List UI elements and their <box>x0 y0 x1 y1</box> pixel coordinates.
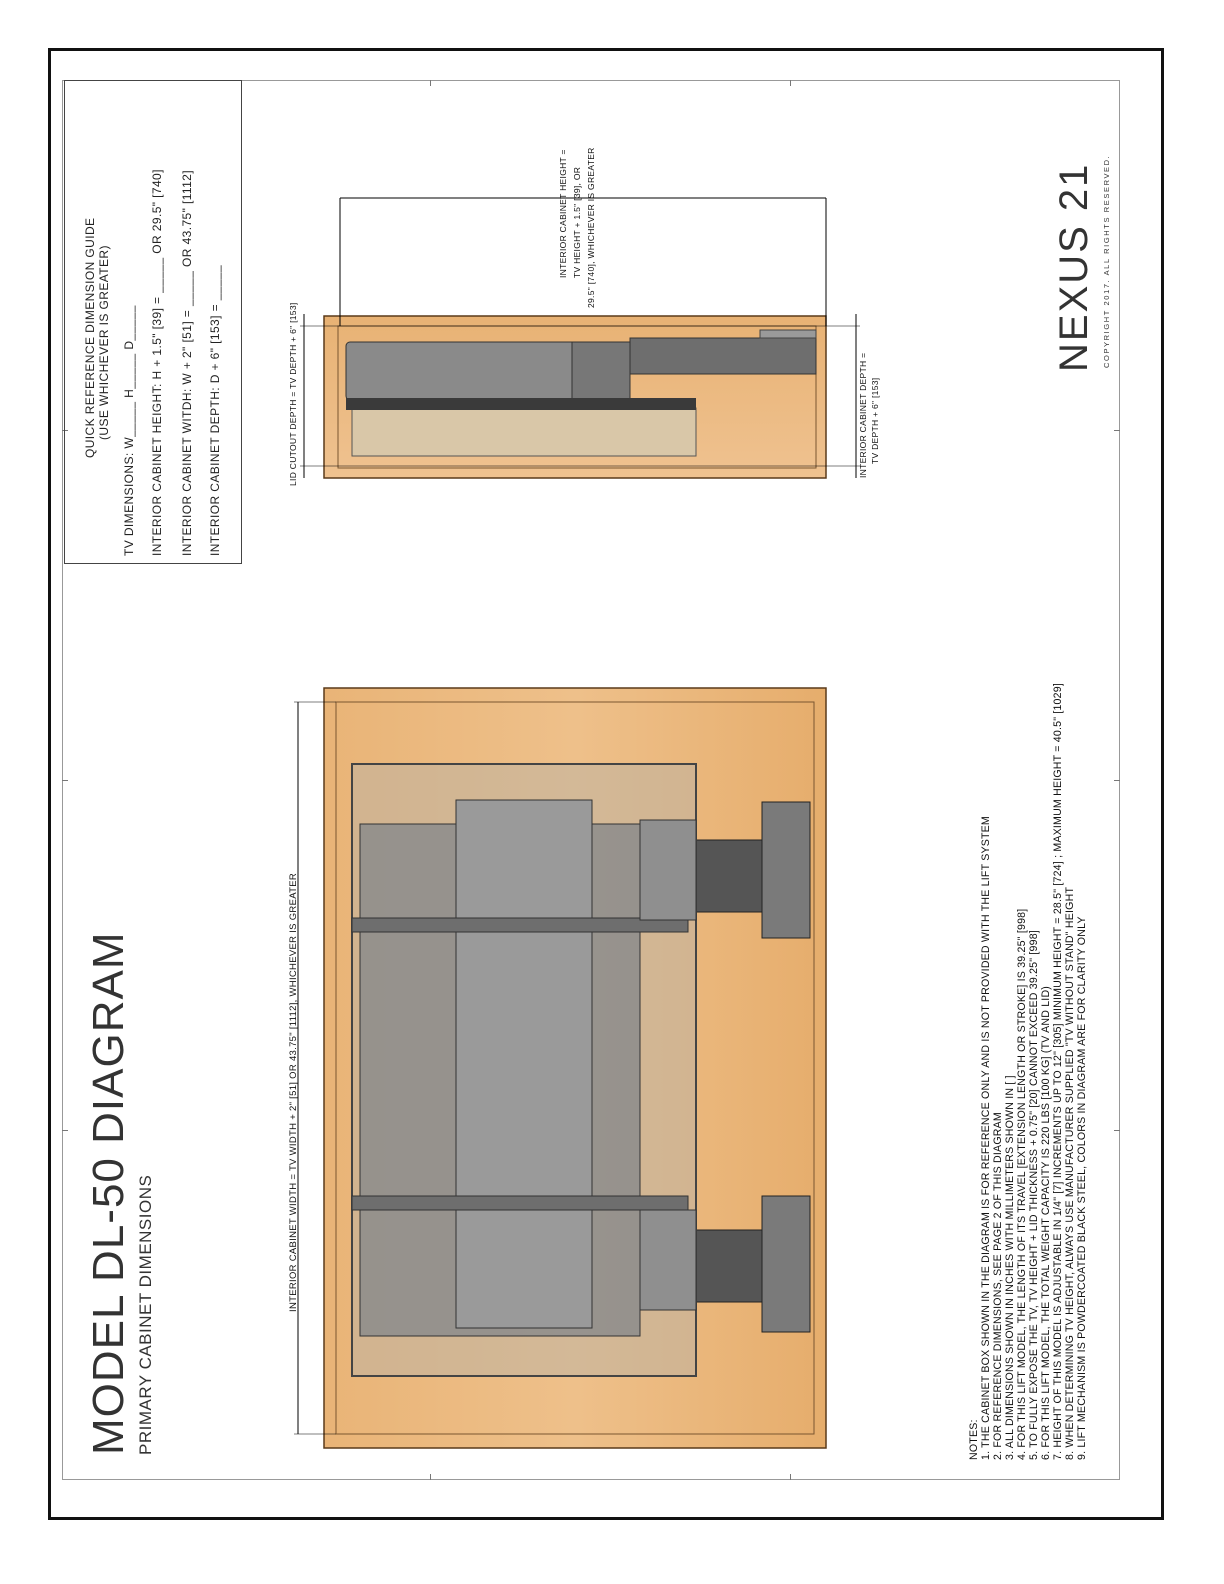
side-bracket <box>640 1210 696 1310</box>
note-4: 4. FOR THIS LIFT MODEL, THE LENGTH OF ITS TRAVEL [EXTENSION LENGTH OR STROKE] IS 39.25" [998] <box>1016 908 1028 1460</box>
depth-label-line1: INTERIOR CABINET DEPTH = <box>858 352 868 478</box>
quick-ref-cabinet-depth: INTERIOR CABINET DEPTH: D + 6" [153] = _____ <box>208 264 222 556</box>
quick-ref-heading-note: (USE WHICHEVER IS GREATER) <box>97 245 111 440</box>
lift-foot <box>762 802 810 938</box>
note-8: 8. WHEN DETERMINING TV HEIGHT, ALWAYS USE MANUFACTURER SUPPLIED "TV WITHOUT STAND" HEIGHT <box>1064 886 1076 1460</box>
note-6: 6. FOR THIS LIFT MODEL, THE TOTAL WEIGHT CAPACITY IS 220 LBS [100 KG] (TV AND LID) <box>1040 985 1052 1460</box>
notes-heading: NOTES: <box>968 1419 980 1460</box>
note-5: 5. TO FULLY EXPOSE THE TV, TV HEIGHT + LID THICKNESS + 0.75" [20] CANNOT EXCEED 39.25" [998] <box>1028 930 1040 1460</box>
lift-rail-cap <box>760 330 816 338</box>
side-view-cabinet <box>324 316 826 478</box>
quick-ref-heading: QUICK REFERENCE DIMENSION GUIDE <box>83 217 97 458</box>
note-7: 7. HEIGHT OF THIS MODEL IS ADJUSTABLE IN 1/4" [7] INCREMENTS UP TO 12" [305] MINIMUM HEIGHT = 28.5" [724] ; MAXIMUM HEIGHT = 40.5" [1029] <box>1052 683 1064 1460</box>
mount-center-plate <box>456 800 592 1328</box>
tv-body <box>352 408 696 456</box>
width-dimension-label: INTERIOR CABINET WIDTH = TV WIDTH + 2" [51] OR 43.75" [1112], WHICHEVER IS GREATER <box>288 872 299 1312</box>
page-title: MODEL DL-50 DIAGRAM <box>84 931 133 1455</box>
height-label-line1: INTERIOR CABINET HEIGHT = <box>558 149 568 278</box>
height-label-line2: TV HEIGHT + 1.5" [39], OR <box>572 166 582 278</box>
front-view-cabinet <box>324 688 826 1448</box>
lift-foot <box>762 1196 810 1332</box>
quick-ref-cabinet-width: INTERIOR CABINET WITDH: W + 2" [51] = _____ OR 43.75" [1112] <box>180 170 194 556</box>
mount-bracket <box>572 342 630 400</box>
lift-rail <box>630 338 816 374</box>
side-bracket <box>640 820 696 920</box>
note-9: 9. LIFT MECHANISM IS POWDERCOATED BLACK STEEL, COLORS IN DIAGRAM ARE FOR CLARITY ONLY <box>1076 916 1088 1460</box>
note-3: 3. ALL DIMENSIONS SHOWN IN INCHES WITH MILLIMETERS SHOWN IN [ ] <box>1004 1075 1016 1460</box>
note-1: 1. THE CABINET BOX SHOWN IN THE DIAGRAM IS FOR REFERENCE ONLY AND IS NOT PROVIDED WITH THE LIFT SYSTEM <box>980 816 992 1460</box>
mount-rail <box>352 1196 688 1210</box>
copyright: COPYRIGHT 2017. ALL RIGHTS RESERVED. <box>1102 154 1111 368</box>
height-label-line3: 29.5" [740], WHICHEVER IS GREATER <box>586 147 596 308</box>
brand-name: NEXUS 21 <box>1052 162 1096 372</box>
lid-cutout-label: LID CUTOUT DEPTH = TV DEPTH + 6" [153] <box>288 302 298 486</box>
note-2: 2. FOR REFERENCE DIMENSIONS, SEE PAGE 2 OF THIS DIAGRAM <box>992 1112 1004 1460</box>
tv-bezel <box>346 398 696 410</box>
depth-label-line2: TV DEPTH + 6" [153] <box>870 377 880 464</box>
page-subtitle: PRIMARY CABINET DIMENSIONS <box>136 1174 155 1455</box>
quick-ref-tv-dimensions: TV DIMENSIONS: W_____ H_____ D_____ <box>122 305 136 556</box>
quick-ref-cabinet-height: INTERIOR CABINET HEIGHT: H + 1.5" [39] = _____ OR 29.5" [740] <box>150 169 164 556</box>
mount-rail <box>352 918 688 932</box>
